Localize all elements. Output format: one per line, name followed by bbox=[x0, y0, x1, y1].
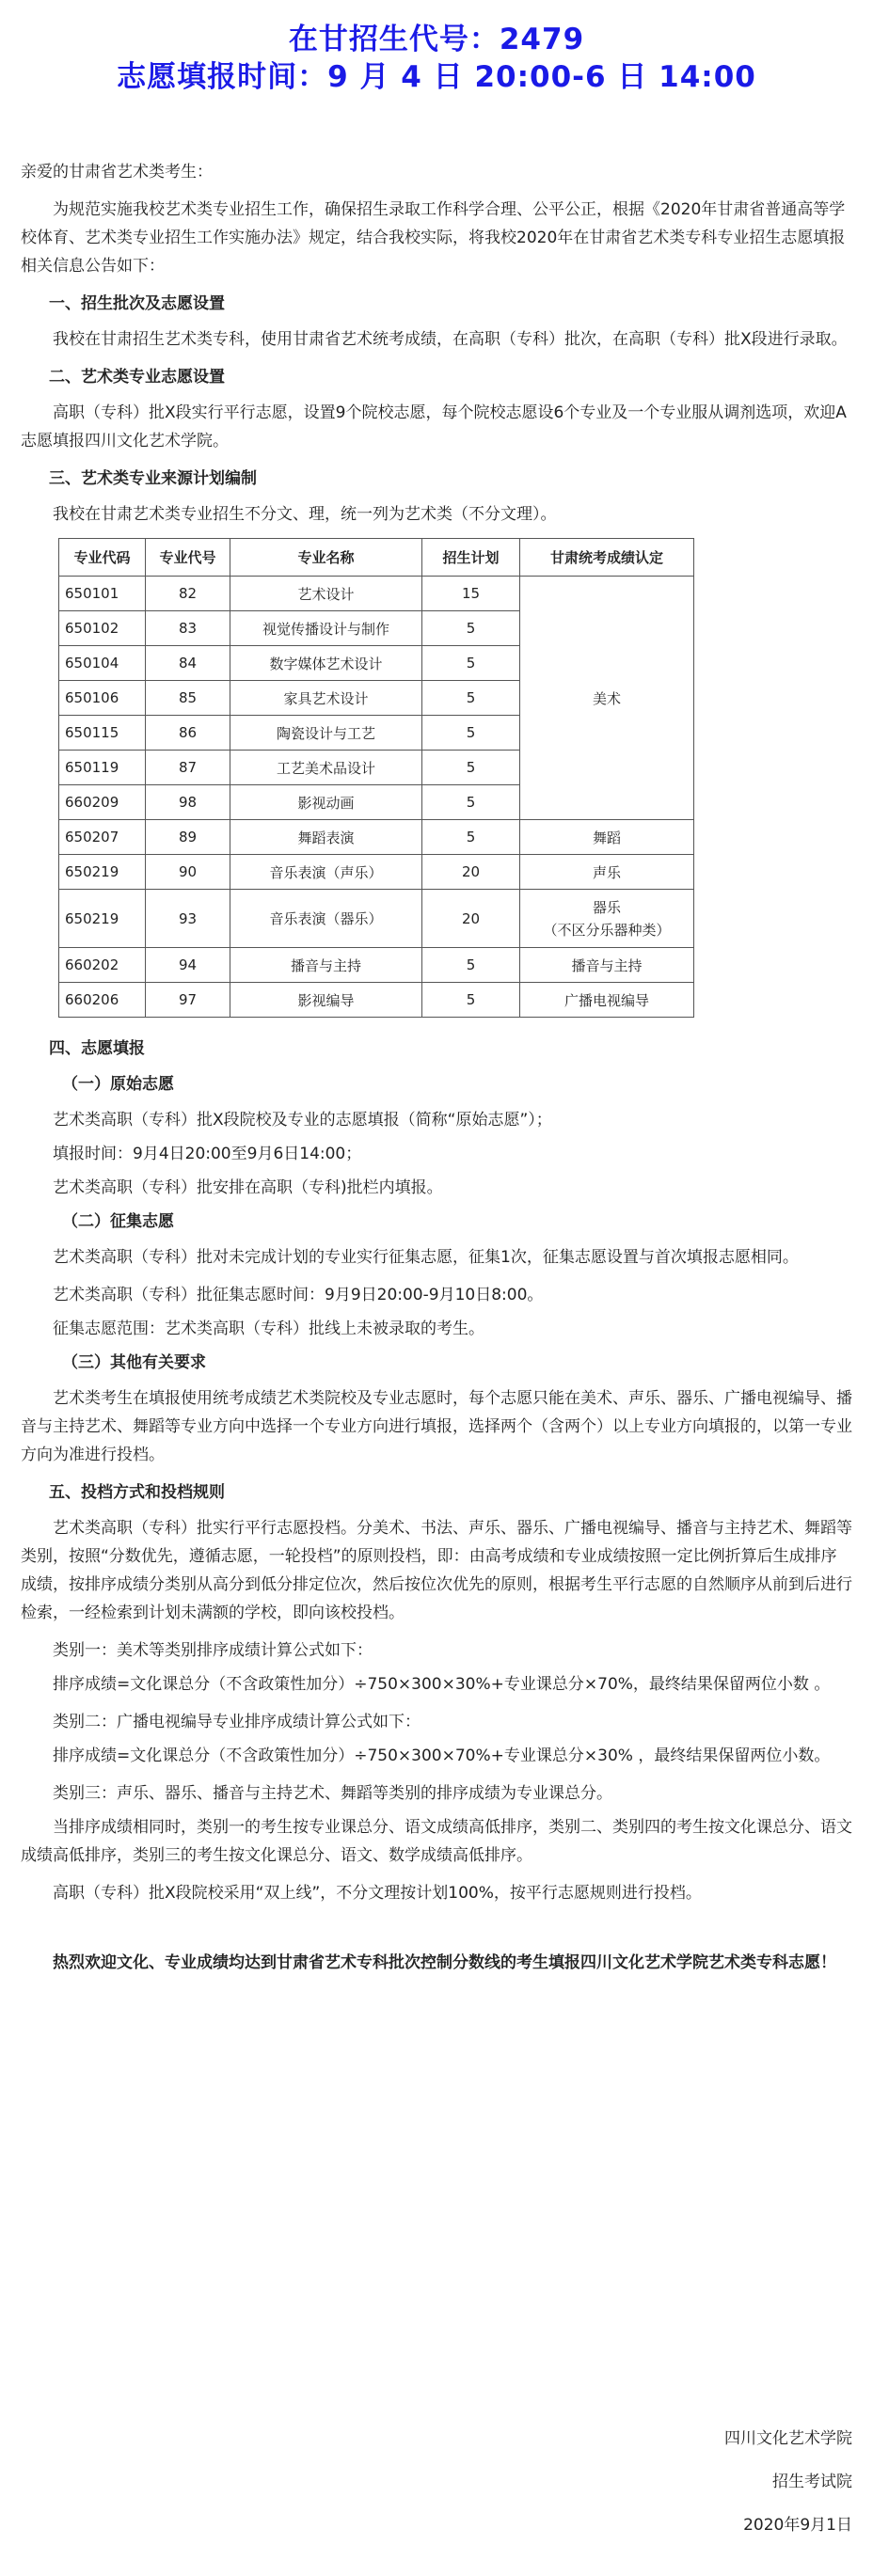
cell-name: 影视编导 bbox=[230, 983, 422, 1018]
cell-name: 播音与主持 bbox=[230, 948, 422, 983]
cell-number: 89 bbox=[146, 820, 230, 855]
table-row bbox=[59, 820, 694, 855]
cell-category: 舞蹈 bbox=[520, 820, 694, 855]
table-row bbox=[59, 855, 694, 890]
announcement-body bbox=[21, 158, 852, 1977]
enrollment-plan-table bbox=[58, 538, 694, 1018]
cell-category-note: （不区分乐器种类） bbox=[543, 921, 671, 939]
cell-plan: 5 bbox=[422, 681, 520, 716]
cell-code: 650106 bbox=[59, 681, 146, 716]
col-header-number: 专业代号 bbox=[146, 539, 230, 577]
cell-number: 94 bbox=[146, 948, 230, 983]
section-4-2-p2: 艺术类高职（专科）批征集志愿时间：9月9日20:00-9月10日8:00。 bbox=[53, 1286, 544, 1304]
cell-plan: 5 bbox=[422, 948, 520, 983]
cell-category: 播音与主持 bbox=[520, 948, 694, 983]
section-4-2-p3: 征集志愿范围：艺术类高职（专科）批线上未被录取的考生。 bbox=[53, 1320, 484, 1338]
intro-paragraph: 为规范实施我校艺术类专业招生工作，确保招生录取工作科学合理、公平公正，根据《2020年甘肃省普通高等学校体育、艺术类专业招生工作实施办法》规定，结合我校实际，将我校2020年在甘肃省艺术类专科专业招生志愿填报相关信息公告如下： bbox=[21, 200, 846, 276]
greeting: 亲爱的甘肃省艺术类考生： bbox=[21, 163, 213, 182]
cell-number: 82 bbox=[146, 577, 230, 611]
banner-time: 志愿填报时间：9 月 4 日 20:00-6 日 14:00 bbox=[117, 60, 756, 94]
cell-name: 艺术设计 bbox=[230, 577, 422, 611]
section-4-1-p3: 艺术类高职（专科）批安排在高职（专科)批栏内填报。 bbox=[53, 1178, 443, 1197]
cell-number: 97 bbox=[146, 983, 230, 1018]
cell-name: 音乐表演（声乐） bbox=[230, 855, 422, 890]
section-5-p5: 排序成绩=文化课总分（不含政策性加分）÷750×300×70%+专业课总分×30% ，最终结果保留两位小数。 bbox=[53, 1746, 831, 1765]
cell-plan: 5 bbox=[422, 646, 520, 681]
cell-plan: 5 bbox=[422, 716, 520, 751]
cell-name: 工艺美术品设计 bbox=[230, 751, 422, 785]
section-5-p8: 高职（专科）批X段院校采用“双上线”，不分文理按计划100%，按平行志愿规则进行投档。 bbox=[53, 1884, 702, 1903]
cell-code: 660209 bbox=[59, 785, 146, 820]
cell-code: 650207 bbox=[59, 820, 146, 855]
banner-code: 在甘招生代号：2479 bbox=[288, 23, 585, 56]
cell-code: 650102 bbox=[59, 611, 146, 646]
cell-plan: 5 bbox=[422, 611, 520, 646]
col-header-name: 专业名称 bbox=[230, 539, 422, 577]
section-4-title: 四、志愿填报 bbox=[49, 1039, 145, 1058]
cell-code: 650115 bbox=[59, 716, 146, 751]
section-2-title: 二、艺术类专业志愿设置 bbox=[49, 368, 225, 387]
cell-name: 音乐表演（器乐） bbox=[230, 890, 422, 948]
cell-plan: 5 bbox=[422, 983, 520, 1018]
table-header-row bbox=[59, 539, 694, 577]
signature-org: 四川文化艺术学院 bbox=[724, 2429, 852, 2448]
section-4-2-p1: 艺术类高职（专科）批对未完成计划的专业实行征集志愿，征集1次，征集志愿设置与首次填报志愿相同。 bbox=[53, 1248, 799, 1267]
section-5-p4: 类别二：广播电视编导专业排序成绩计算公式如下： bbox=[53, 1713, 421, 1731]
signature-dept: 招生考试院 bbox=[772, 2473, 852, 2491]
section-4-1-p1: 艺术类高职（专科）批X段院校及专业的志愿填报（简称“原始志愿”）； bbox=[53, 1111, 552, 1130]
cell-number: 87 bbox=[146, 751, 230, 785]
cell-number: 85 bbox=[146, 681, 230, 716]
signature-block bbox=[724, 2417, 852, 2547]
cell-name: 数字媒体艺术设计 bbox=[230, 646, 422, 681]
cell-plan: 20 bbox=[422, 890, 520, 948]
header-banner bbox=[21, 0, 852, 96]
cell-number: 83 bbox=[146, 611, 230, 646]
section-5-p7: 当排序成绩相同时，类别一的考生按专业课总分、语文成绩高低排序，类别二、类别四的考生按文化课总分、语文成绩高低排序，类别三的考生按文化课总分、语文、数学成绩高低排序。 bbox=[21, 1818, 852, 1865]
cell-category: 声乐 bbox=[520, 855, 694, 890]
col-header-code: 专业代码 bbox=[59, 539, 146, 577]
cell-number: 98 bbox=[146, 785, 230, 820]
section-5-p3: 排序成绩=文化课总分（不含政策性加分）÷750×300×30%+专业课总分×70%，最终结果保留两位小数 。 bbox=[53, 1675, 831, 1694]
signature-date: 2020年9月1日 bbox=[743, 2516, 852, 2535]
section-5-title: 五、投档方式和投档规则 bbox=[49, 1483, 225, 1502]
cell-code: 650104 bbox=[59, 646, 146, 681]
section-3-body: 我校在甘肃艺术类专业招生不分文、理，统一列为艺术类（不分文理）。 bbox=[53, 505, 557, 524]
cell-plan: 5 bbox=[422, 751, 520, 785]
section-4-1-p2: 填报时间：9月4日20:00至9月6日14:00； bbox=[53, 1145, 362, 1163]
table-row bbox=[59, 948, 694, 983]
cell-code: 660202 bbox=[59, 948, 146, 983]
section-2-body: 高职（专科）批X段实行平行志愿，设置9个院校志愿，每个院校志愿设6个专业及一个专业服从调剂选项，欢迎A志愿填报四川文化艺术学院。 bbox=[21, 403, 847, 450]
cell-category-merged: 美术 bbox=[520, 577, 694, 820]
cell-name: 陶瓷设计与工艺 bbox=[230, 716, 422, 751]
cell-number: 86 bbox=[146, 716, 230, 751]
cell-plan: 20 bbox=[422, 855, 520, 890]
section-4-1-title: （一）原始志愿 bbox=[62, 1075, 174, 1094]
table-row bbox=[59, 890, 694, 948]
cell-number: 84 bbox=[146, 646, 230, 681]
section-5-p6: 类别三：声乐、器乐、播音与主持艺术、舞蹈等类别的排序成绩为专业课总分。 bbox=[53, 1784, 612, 1803]
cell-plan: 5 bbox=[422, 820, 520, 855]
table-row bbox=[59, 577, 694, 611]
section-1-body: 我校在甘肃招生艺术类专科，使用甘肃省艺术统考成绩，在高职（专科）批次，在高职（专科）批X段进行录取。 bbox=[53, 330, 848, 349]
col-header-plan: 招生计划 bbox=[422, 539, 520, 577]
cell-name: 家具艺术设计 bbox=[230, 681, 422, 716]
cell-plan: 5 bbox=[422, 785, 520, 820]
section-4-3-title: （三）其他有关要求 bbox=[62, 1353, 206, 1372]
cell-name: 影视动画 bbox=[230, 785, 422, 820]
cell-name: 舞蹈表演 bbox=[230, 820, 422, 855]
cell-name: 视觉传播设计与制作 bbox=[230, 611, 422, 646]
section-3-title: 三、艺术类专业来源计划编制 bbox=[49, 469, 257, 488]
section-1-title: 一、招生批次及志愿设置 bbox=[49, 294, 225, 313]
col-header-category: 甘肃统考成绩认定 bbox=[520, 539, 694, 577]
section-4-3-p1: 艺术类考生在填报使用统考成绩艺术类院校及专业志愿时，每个志愿只能在美术、声乐、器乐、广播电视编导、播音与主持艺术、舞蹈等专业方向中选择一个专业方向进行填报，选择两个（含两个）以上专业方向填报的，以第一专业方向为准进行投档。 bbox=[21, 1389, 852, 1464]
cell-code: 650119 bbox=[59, 751, 146, 785]
section-4-2-title: （二）征集志愿 bbox=[62, 1212, 174, 1231]
cell-number: 93 bbox=[146, 890, 230, 948]
section-5-p2: 类别一：美术等类别排序成绩计算公式如下： bbox=[53, 1641, 373, 1660]
cell-category-main: 器乐 bbox=[592, 898, 621, 916]
cell-code: 650219 bbox=[59, 855, 146, 890]
closing-statement: 热烈欢迎文化、专业成绩均达到甘肃省艺术专科批次控制分数线的考生填报四川文化艺术学院艺术类专科志愿！ bbox=[53, 1953, 836, 1972]
cell-code: 660206 bbox=[59, 983, 146, 1018]
cell-code: 650219 bbox=[59, 890, 146, 948]
cell-plan: 15 bbox=[422, 577, 520, 611]
cell-code: 650101 bbox=[59, 577, 146, 611]
section-5-p1: 艺术类高职（专科）批实行平行志愿投档。分美术、书法、声乐、器乐、广播电视编导、播音与主持艺术、舞蹈等类别，按照“分数优先，遵循志愿，一轮投档”的原则投档，即：由高考成绩和专业成绩按照一定比例折算后生成排序成绩，按排序成绩分类别从高分到低分排定位次，然后按位次优先的原则，根据考生平行志愿的自然顺序从前到后进行检索，一经检索到计划未满额的学校，即向该校投档。 bbox=[21, 1519, 852, 1622]
table-row bbox=[59, 983, 694, 1018]
cell-category bbox=[520, 890, 694, 948]
cell-number: 90 bbox=[146, 855, 230, 890]
cell-category: 广播电视编导 bbox=[520, 983, 694, 1018]
